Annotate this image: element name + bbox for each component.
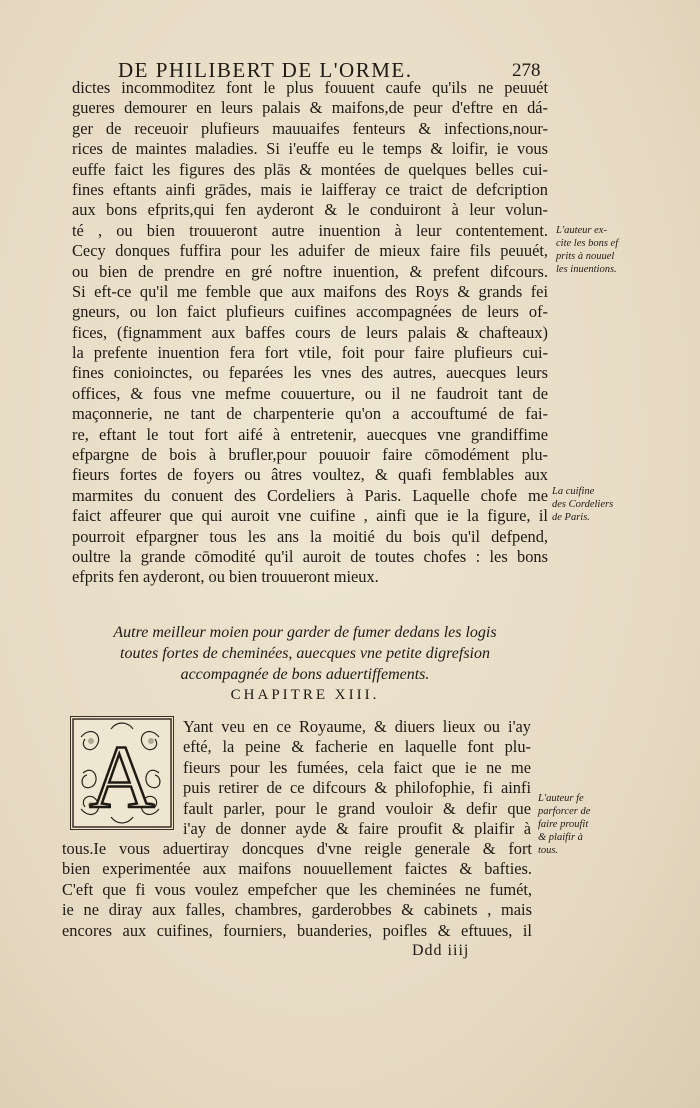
text-line: Cecy donques fuffira pour les aduifer de mieux faire fils peuuét, xyxy=(72,241,548,261)
chapter-heading xyxy=(70,622,540,706)
text-line: rices de maintes maladies. Si i'euffe eu le temps & loifir, ie vous xyxy=(72,139,548,159)
margin-note-3 xyxy=(538,792,618,857)
text-line: efprits fen ayderont, ou bien trouueront mieux. xyxy=(72,567,379,587)
margin-note-line: des Cordeliers xyxy=(552,499,614,510)
text-line: fines eftants ainfi grādes, mais ie laifferay ce traict de defcription xyxy=(72,179,548,199)
body-text-block-3 xyxy=(62,839,532,941)
text-line: i'ay de donner ayde & faire proufit & plaifir à xyxy=(183,818,531,838)
margin-note-2 xyxy=(552,485,632,524)
text-line: offices, & fous vne mefme couuerture, ou il ne faudroit tant de xyxy=(72,383,548,403)
text-line: faict affeurer que qui auroit vne cuifine , ainfi que ie la figure, il xyxy=(72,506,548,526)
margin-note-line: L'auteur fe xyxy=(538,793,584,804)
text-line: tous.Ie vous aduertiray doncques d'vne reigle generale & fort xyxy=(62,839,532,858)
margin-note-line: les inuentions. xyxy=(556,264,617,275)
decorated-initial xyxy=(70,716,174,830)
margin-note-line: parforcer de xyxy=(538,806,591,817)
text-line: maçonnerie, ne tant de charpenterie qu'on a accouftumé de fai- xyxy=(72,404,548,424)
text-line: efpargne de bois à brufler,pour pouuoir faire cōmodément plu- xyxy=(72,445,548,465)
heading-line: toutes fortes de cheminées, auecques vne petite digrefsion xyxy=(120,645,490,662)
text-line: Yant veu en ce Royaume, & diuers lieux ou i'ay xyxy=(183,717,531,736)
text-line: aux bons efprits,qui fen ayderont & le conduiront à leur volun- xyxy=(72,200,548,220)
running-title: DE PHILIBERT DE L'ORME. xyxy=(118,58,413,82)
margin-note-line: faire proufit xyxy=(538,819,589,830)
text-line: efté, la peine & facherie en laquelle font plu- xyxy=(183,737,531,757)
signature-mark: Ddd iiij xyxy=(412,942,470,959)
text-line: fieurs fortes de foyers ou âtres voultez, & quafi femblables aux xyxy=(72,465,548,485)
text-line: Si eft-ce qu'il me femble que aux maifons des Roys & grands fei xyxy=(72,281,548,301)
margin-note-1 xyxy=(556,224,636,276)
margin-note-line: tous. xyxy=(538,845,559,856)
margin-note-line: L'auteur ex- xyxy=(556,225,607,236)
text-line: euffe faict les figures des plās & montées de quelques belles cui- xyxy=(72,159,548,179)
text-line: la prefente inuention fera fort vtile, foit pour faire plufieurs cui- xyxy=(72,343,548,363)
text-line: fieurs pour les fumées, cela faict que ie ne me xyxy=(183,757,531,777)
margin-note-line: & plaifir à xyxy=(538,832,583,843)
folio-number: 278 xyxy=(512,60,541,81)
margin-note-line: La cuifine xyxy=(552,486,595,497)
margin-note-line: cite les bons ef xyxy=(556,238,619,249)
text-line: bien experimentée aux maifons nouuellement faictes & bafties. xyxy=(62,859,532,879)
text-line: fault parler, pour le grand vouloir & defir que xyxy=(183,798,531,818)
body-text-block-2 xyxy=(183,717,531,839)
text-line: C'eft que fi vous voulez empefcher que les cheminées ne fumét, xyxy=(62,879,532,899)
margin-note-line: de Paris. xyxy=(552,512,590,523)
text-line: puis retirer de ce difcours & philofophie, fi ainfi xyxy=(183,778,531,798)
text-line: gneurs, ou lon faict plufieurs cuifines accompagnées de leurs of- xyxy=(72,302,548,322)
text-line: ou bien de prendre en gré noftre inuention, & prefent difcours. xyxy=(72,261,548,281)
body-text-block-1 xyxy=(72,78,548,588)
text-line: ger de receuoir plufieurs mauuaifes fenteurs & infections,nour- xyxy=(72,118,548,138)
text-line: pourroit efpargner tous les ans la moitié du bois qu'il defpend, xyxy=(72,526,548,546)
initial-letter: A xyxy=(89,728,155,827)
text-line: dictes incommoditez font le plus fouuent caufe qu'ils ne peuuét xyxy=(72,78,548,97)
text-line: marmites du conuent des Cordeliers à Paris. Laquelle chofe me xyxy=(72,485,548,505)
text-line: oultre la grande cōmodité qu'il auroit de toutes chofes : les bons xyxy=(72,546,548,566)
text-line: fines conioinctes, ou feparées les vnes des autres, auecques leurs xyxy=(72,363,548,383)
floral-ornament-icon xyxy=(71,717,173,829)
margin-note-line: prits à nouuel xyxy=(556,251,615,262)
text-line: gueres demourer en leurs palais & maifons,de peur d'eftre en dá- xyxy=(72,98,548,118)
text-line: fices, (fignamment aux baffes cours de leurs palais & chafteaux) xyxy=(72,322,548,342)
text-line: re, eftant le tout fort aifé à entretenir, auecques vne grandiffime xyxy=(72,424,548,444)
chapter-number: CHAPITRE XIII. xyxy=(230,687,380,703)
text-line: té , ou bien trouueront autre inuention à leur contentement. xyxy=(72,220,548,240)
heading-line: Autre meilleur moien pour garder de fumer dedans les logis xyxy=(113,624,497,641)
heading-line: accompagnée de bons aduertiffements. xyxy=(180,666,430,683)
text-line: ie ne diray aux falles, chambres, garderobbes & cabinets , mais xyxy=(62,900,532,920)
text-line: encores aux cuifines, fourniers, buanderies, poifles & eftuues, il xyxy=(62,920,532,940)
